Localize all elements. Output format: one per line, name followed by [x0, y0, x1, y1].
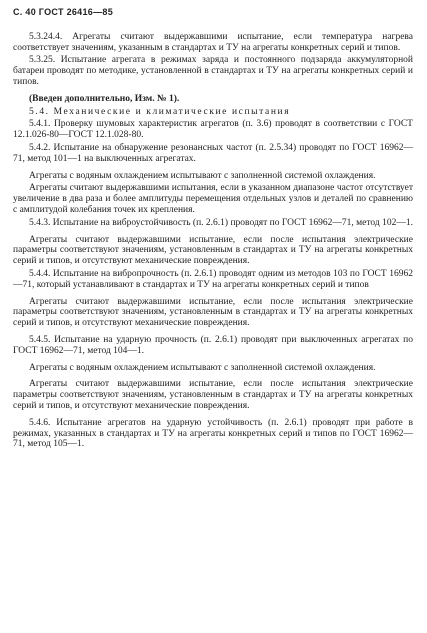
paragraph-resonance-criteria: Агрегаты считают выдержавшими испытания, если в указанном диапазоне частот отсутствует увеличение в два раза и более амплитуды перемещения отдельных узлов и деталей по сравнению с амплитудой колебания точек их крепления.	[13, 183, 413, 215]
paragraph-5-3-25: 5.3.25. Испытание агрегата в режимах заряда и постоянного подзаряда аккумуляторной батареи проводят по методике, установленной в стандартах и ТУ на агрегаты конкретных серий и типов.	[13, 55, 413, 87]
paragraph-water-cooling-1: Агрегаты с водяным охлаждением испытывают с заполненной системой охлаждения.	[29, 170, 376, 181]
page-header: С. 40 ГОСТ 26416—85	[13, 7, 114, 17]
amendment-note: (Введен дополнительно, Изм. № 1).	[29, 93, 180, 104]
paragraph-criteria-1: Агрегаты считают выдержавшими испытание, если после испытания электрические параметры соответствуют значениям, установленным в стандартах и ТУ на агрегаты конкретных серий и типов, и отсутствуют механические повреждения.	[13, 234, 413, 267]
paragraph-5-4-3: 5.4.3. Испытание на виброустойчивость (п. 2.6.1) проводят по ГОСТ 16962—71, метод 102—1.	[29, 217, 413, 228]
paragraph-5-4-4: 5.4.4. Испытание на вибропрочность (п. 2.6.1) проводят одним из методов 103 по ГОСТ 16962—71, который устанавливают в стандартах и ТУ на агрегаты конкретных серий и типов	[13, 268, 413, 290]
paragraph-5-4-5: 5.4.5. Испытание на ударную прочность (п. 2.6.1) проводят при выключенных агрегатах по ГОСТ 16962—71, метод 104—1.	[13, 334, 413, 356]
paragraph-criteria-3: Агрегаты считают выдержавшими испытание, если после испытания электрические параметры соответствуют значениям, установленным в стандартах и ТУ на агрегаты конкретных серий и типов, и отсутствуют механические повреждения.	[13, 379, 413, 411]
paragraph-5-4-6: 5.4.6. Испытание агрегатов на ударную устойчивость (п. 2.6.1) проводят при работе в режимах, указанных в стандартах и ТУ на агрегаты конкретных серий и типов по ГОСТ 16962—71, метод 105—1.	[13, 417, 413, 450]
section-heading-5-4: 5.4. Механические и климатические испытания	[29, 106, 291, 117]
paragraph-5-4-2: 5.4.2. Испытание на обнаружение резонансных частот (п. 2.5.34) проводят по ГОСТ 16962—71, метод 101—1 на выключенных агрегатах.	[13, 142, 413, 164]
paragraph-5-4-1: 5.4.1. Проверку шумовых характеристик агрегатов (п. 3.6) проводят в соответствии с ГОСТ 12.1.026-80—ГОСТ 12.1.028-80.	[13, 119, 413, 141]
paragraph-criteria-2: Агрегаты считают выдержавшими испытание, если после испытания электрические параметры соответствуют значениям, установленным в стандартах и ТУ на агрегаты конкретных серий и типов, и отсутствуют механические повреждения.	[13, 296, 413, 329]
paragraph-water-cooling-2: Агрегаты с водяным охлаждением испытывают с заполненной системой охлаждения.	[29, 362, 376, 373]
paragraph-5-3-24-4: 5.3.24.4. Агрегаты считают выдержавшими испытание, если температура нагрева соответствует значениям, указанным в стандартах и ТУ на агрегаты конкретных серий и типов.	[13, 31, 413, 53]
